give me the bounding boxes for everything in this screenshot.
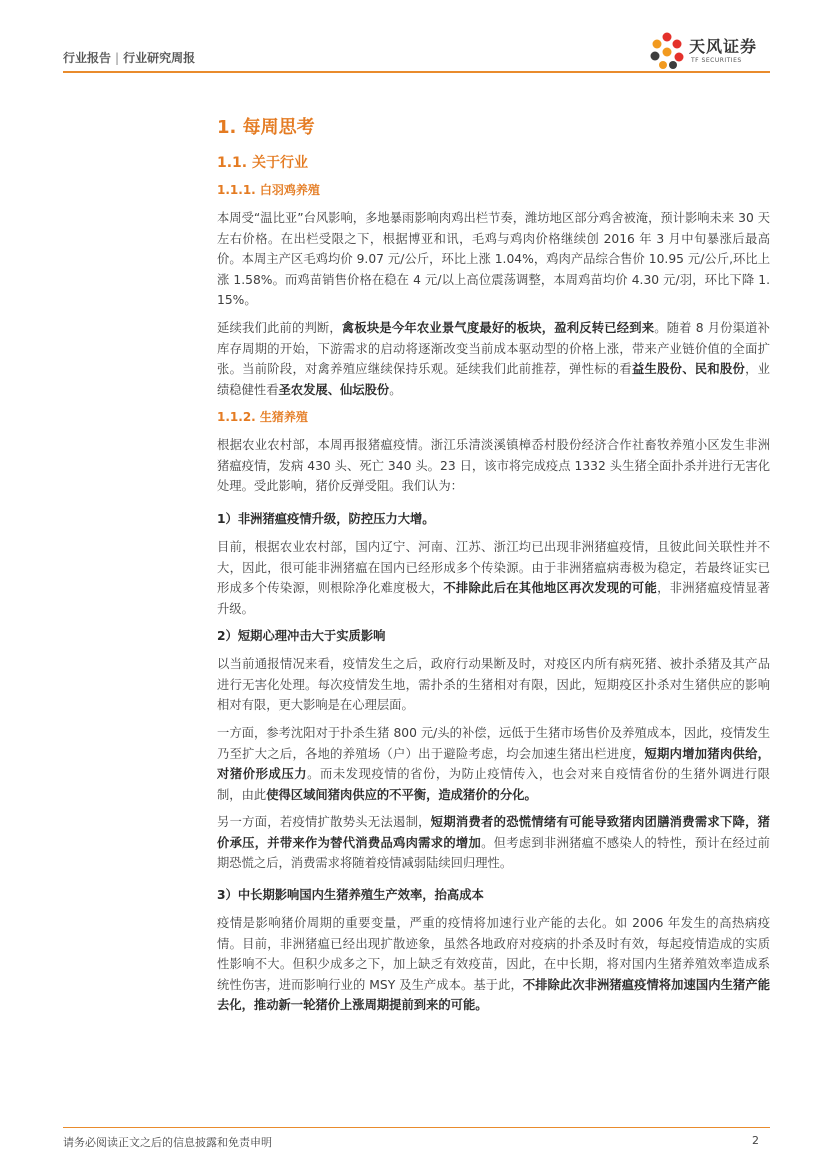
brand-name-cn: 天风证券 <box>689 37 758 56</box>
highlight-text: 短期消费者的恐慌情绪有可能导致猪肉团膳消费需求下降，猪价承压，并带来作为替代消费品鸡肉需求的增加 <box>217 815 770 850</box>
text-run: 疫情是影响猪价周期的重要变量，严重的疫情将加速行业产能的去化。如 2006 年发生的高热病疫情。目前，非洲猪瘟已经出现扩散迹象，虽然各地政府对疫病的扑杀及时有效，每起疫情造成的实质性影响不大。但积少成多之下，加上缺乏有效疫苗，因此，在中长期，将对国内生猪养殖效率造成系统性伤害，进而影响行业的 MSY 及生产成本。基于此， <box>217 916 770 992</box>
pig-paragraph-intro: 根据农业农村部，本周再报猪瘟疫情。浙江乐清淡溪镇樟岙村股份经济合作社畜牧养殖小区发生非洲猪瘟疫情，发病 430 头、死亡 340 头。23 日，该市将完成疫点 1332 头生猪全面扑杀并进行无害化处理。受此影响，猪价反弹受阻。我们认为： <box>217 438 770 494</box>
pig-subheading-3: 3）中长期影响国内生猪养殖生产效率，抬高成本 <box>217 888 484 902</box>
pig-paragraph-2: 以当前通报情况来看，疫情发生之后，政府行动果断及时，对疫区内所有病死猪、被扑杀猪及其产品进行无害化处理。每次疫情发生地，需扑杀的生猪相对有限，因此，短期疫区扑杀对生猪供应的影响相对有限，更大影响是在心理层面。 <box>217 657 770 713</box>
broiler-paragraph-2 <box>217 318 770 400</box>
footer-divider <box>63 1127 770 1128</box>
highlight-text: 不排除此次非洲猪瘟疫情将加速国内生猪产能去化，推动新一轮猪价上涨周期提前到来的可能。 <box>217 977 770 1013</box>
report-subcategory: 行业研究周报 <box>123 51 196 65</box>
text-run: 目前，根据农业农村部，国内辽宁、河南、江苏、浙江均已出现非洲猪瘟疫情，且彼此间关联性并不大，因此，很可能非洲猪瘟在国内已经形成多个传染源。由于非洲猪瘟病毒极为稳定，若最终证实已形成多个传染源，则根除净化难度极大， <box>217 540 770 596</box>
pig-subheading-1: 1）非洲猪瘟疫情升级，防控压力大增。 <box>217 512 435 526</box>
report-category: 行业报告 <box>63 51 112 65</box>
highlight-text: 圣农发展、仙坛股份 <box>278 382 390 397</box>
highlight-text: 不排除此后在其他地区再次发现的可能 <box>443 581 658 596</box>
text-run: 一方面，参考沈阳对于扑杀生猪 800 元/头的补偿，远低于生猪市场售价及养殖成本，因此，疫情发生乃至扩大之后，各地的养殖场（户）出于避险考虑，均会加速生猪出栏进度， <box>217 726 770 761</box>
text-run: 。随着 8 月份渠道补库存周期的开始，下游需求的启动将逐渐改变当前成本驱动型的价格上涨，带来产业链价值的全面扩张。当前阶段，对禽养殖应继续保持乐观。延续我们此前推荐，弹性标的看 <box>217 321 770 377</box>
text-run: 另一方面，若疫情扩散势头无法遏制， <box>217 815 431 829</box>
breadcrumb-separator: | <box>115 51 120 65</box>
text-run: 。但考虑到非洲猪瘟不感染人的特性，预计在经过前期恐慌之后，消费需求将随着疫情减弱陆续回归理性。 <box>217 835 770 871</box>
text-run: 。而未发现疫情的省份，为防止疫情传入，也会对来自疫情省份的生猪外调进行限制，由此 <box>217 767 770 802</box>
pig-paragraph-5 <box>217 913 770 1016</box>
text-run: ，非洲猪瘟疫情显著升级。 <box>217 581 770 616</box>
section-heading-pig: 1.1.2. 生猪养殖 <box>217 410 308 424</box>
section-heading-1-1: 1.1. 关于行业 <box>217 155 308 171</box>
text-run: 延续我们此前的判断， <box>217 321 342 335</box>
highlight-text: 禽板块是今年农业景气度最好的板块，盈利反转已经到来 <box>341 321 655 335</box>
page-number: 2 <box>752 1134 759 1147</box>
flower-logo-icon <box>647 30 687 70</box>
brand-name-en: TF SECURITIES <box>691 57 742 64</box>
highlight-text: 使得区域间猪肉供应的不平衡，造成猪价的分化。 <box>266 787 537 802</box>
highlight-text: 短期内增加猪肉供给，对猪价形成压力 <box>217 746 770 782</box>
pig-paragraph-1 <box>217 537 770 619</box>
section-heading-1: 1. 每周思考 <box>217 117 315 138</box>
broiler-paragraph-1: 本周受“温比亚”台风影响，多地暴雨影响肉鸡出栏节奏，潍坊地区部分鸡舍被淹，预计影响未来 30 天左右价格。在出栏受限之下，根据博亚和讯，毛鸡与鸡肉价格继续创 2016 年 3 月中旬暴涨后最高价。本周主产区毛鸡均价 9.07 元/公斤，环比上涨 1.04%，鸡肉产品综合售价 10.95 元/公斤,环比上涨 1.58%。而鸡苗销售价格在稳在 4 元/以上高位震荡调整，本周鸡苗均价 4.30 元/羽，环比下降 1.15%。 <box>217 211 770 308</box>
section-heading-broiler: 1.1.1. 白羽鸡养殖 <box>217 183 320 197</box>
footer-disclaimer: 请务必阅读正文之后的信息披露和免责申明 <box>63 1136 272 1149</box>
brand-logo <box>647 30 777 70</box>
header-divider <box>63 71 770 73</box>
pig-paragraph-3 <box>217 723 770 805</box>
pig-subheading-2: 2）短期心理冲击大于实质影响 <box>217 629 386 643</box>
text-run: ，业绩稳健性看 <box>217 362 770 397</box>
report-breadcrumb <box>63 49 195 66</box>
pig-paragraph-4 <box>217 812 770 874</box>
text-run: 。 <box>389 382 402 397</box>
highlight-text: 益生股份、民和股份 <box>631 362 746 377</box>
